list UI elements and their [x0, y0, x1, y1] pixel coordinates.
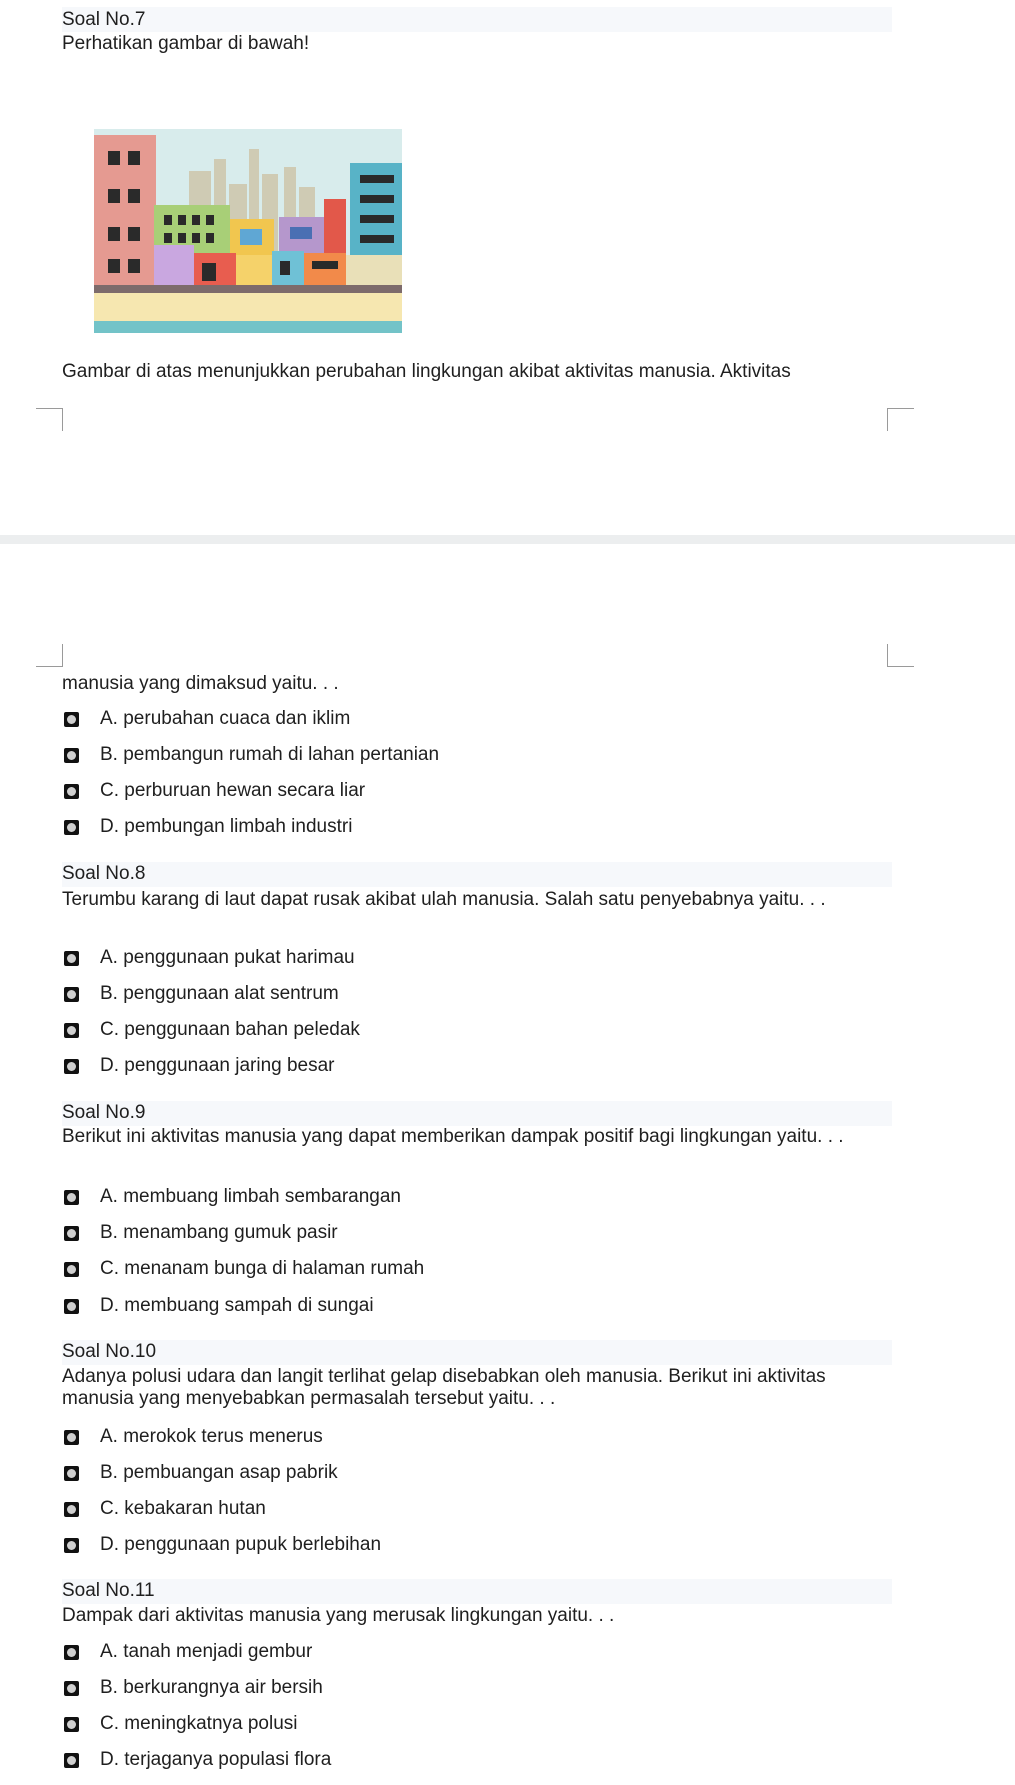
question-10-option-d[interactable]: [64, 1533, 381, 1557]
option-label: C. kebakaran hutan: [100, 1498, 266, 1519]
radio-button-icon[interactable]: [64, 1226, 79, 1241]
question-7-option-c[interactable]: [64, 779, 365, 803]
radio-button-icon[interactable]: [64, 1681, 79, 1696]
radio-button-icon[interactable]: [64, 1538, 79, 1553]
option-label: D. pembungan limbah industri: [100, 816, 353, 837]
option-label: C. penggunaan bahan peledak: [100, 1019, 360, 1040]
page-corner-mark: [36, 644, 63, 667]
question-11-option-b[interactable]: [64, 1676, 323, 1700]
option-label: A. merokok terus menerus: [100, 1426, 323, 1447]
option-label: A. penggunaan pukat harimau: [100, 947, 355, 968]
option-label: A. tanah menjadi gembur: [100, 1641, 313, 1662]
question-10-option-c[interactable]: [64, 1497, 266, 1521]
option-label: A. membuang limbah sembarangan: [100, 1186, 402, 1207]
option-label: B. menambang gumuk pasir: [100, 1222, 338, 1243]
radio-button-icon[interactable]: [64, 1262, 79, 1277]
question-8-option-d[interactable]: [64, 1054, 335, 1078]
question-11-option-c[interactable]: [64, 1712, 298, 1736]
question-header-band: [62, 1579, 892, 1604]
question-7-option-d[interactable]: [64, 815, 352, 839]
radio-button-icon[interactable]: [64, 748, 79, 763]
question-7-option-a[interactable]: [64, 707, 350, 731]
question-9-option-b[interactable]: [64, 1221, 338, 1245]
question-9-text: Berikut ini aktivitas manusia yang dapat memberikan dampak positif bagi lingkungan yaitu. . .: [62, 1126, 844, 1147]
page-gap: [0, 535, 1015, 544]
question-11-option-a[interactable]: [64, 1640, 312, 1664]
question-7-text-continued: manusia yang dimaksud yaitu. . .: [62, 673, 339, 694]
question-7-text: Gambar di atas menunjukkan perubahan lingkungan akibat aktivitas manusia. Aktivitas: [62, 361, 791, 382]
option-label: C. perburuan hewan secara liar: [100, 780, 366, 801]
question-8-option-c[interactable]: [64, 1018, 360, 1042]
radio-button-icon[interactable]: [64, 1430, 79, 1445]
radio-button-icon[interactable]: [64, 1023, 79, 1038]
question-8-text: Terumbu karang di laut dapat rusak akibat ulah manusia. Salah satu penyebabnya yaitu. . .: [62, 889, 826, 910]
question-8-option-a[interactable]: [64, 946, 355, 970]
question-7-intro: Perhatikan gambar di bawah!: [62, 33, 310, 54]
question-8-option-b[interactable]: [64, 982, 339, 1006]
radio-button-icon[interactable]: [64, 712, 79, 727]
option-label: A. perubahan cuaca dan iklim: [100, 708, 351, 729]
radio-button-icon[interactable]: [64, 1645, 79, 1660]
question-10-title: Soal No.10: [62, 1341, 157, 1362]
option-label: C. meningkatnya polusi: [100, 1713, 298, 1734]
option-label: B. penggunaan alat sentrum: [100, 983, 339, 1004]
page-corner-mark: [36, 408, 63, 431]
city-buildings-illustration: [94, 129, 402, 333]
option-label: B. pembangun rumah di lahan pertanian: [100, 744, 440, 765]
option-label: D. membuang sampah di sungai: [100, 1295, 374, 1316]
radio-button-icon[interactable]: [64, 987, 79, 1002]
radio-button-icon[interactable]: [64, 1059, 79, 1074]
page-corner-mark: [887, 408, 914, 431]
question-7-title: Soal No.7: [62, 9, 146, 30]
question-header-band: [62, 862, 892, 887]
option-label: D. penggunaan pupuk berlebihan: [100, 1534, 382, 1555]
option-label: C. menanam bunga di halaman rumah: [100, 1258, 425, 1279]
question-9-title: Soal No.9: [62, 1102, 146, 1123]
radio-button-icon[interactable]: [64, 1717, 79, 1732]
radio-button-icon[interactable]: [64, 1502, 79, 1517]
question-11-option-d[interactable]: [64, 1748, 331, 1772]
radio-button-icon[interactable]: [64, 1190, 79, 1205]
question-header-band: [62, 1101, 892, 1126]
question-header-band: [62, 1340, 892, 1365]
question-9-option-d[interactable]: [64, 1294, 374, 1318]
question-8-title: Soal No.8: [62, 863, 146, 884]
question-7-option-b[interactable]: [64, 743, 439, 767]
question-10-option-a[interactable]: [64, 1425, 323, 1449]
question-11-text: Dampak dari aktivitas manusia yang merusak lingkungan yaitu. . .: [62, 1605, 615, 1626]
radio-button-icon[interactable]: [64, 784, 79, 799]
radio-button-icon[interactable]: [64, 1466, 79, 1481]
option-label: B. pembuangan asap pabrik: [100, 1462, 338, 1483]
radio-button-icon[interactable]: [64, 1299, 79, 1314]
option-label: B. berkurangnya air bersih: [100, 1677, 323, 1698]
radio-button-icon[interactable]: [64, 1753, 79, 1768]
question-9-option-c[interactable]: [64, 1257, 424, 1281]
option-label: D. terjaganya populasi flora: [100, 1749, 332, 1770]
question-header-band: [62, 7, 892, 32]
question-9-option-a[interactable]: [64, 1185, 401, 1209]
page-corner-mark: [887, 644, 914, 667]
question-11-title: Soal No.11: [62, 1580, 155, 1601]
question-10-text: Adanya polusi udara dan langit terlihat gelap disebabkan oleh manusia. Berikut ini aktivitas manusia yang menyebabkan permasalah tersebut yaitu. . .: [62, 1366, 826, 1409]
radio-button-icon[interactable]: [64, 951, 79, 966]
option-label: D. penggunaan jaring besar: [100, 1055, 335, 1076]
document-page-1: [0, 0, 1015, 535]
question-10-option-b[interactable]: [64, 1461, 338, 1485]
radio-button-icon[interactable]: [64, 820, 79, 835]
